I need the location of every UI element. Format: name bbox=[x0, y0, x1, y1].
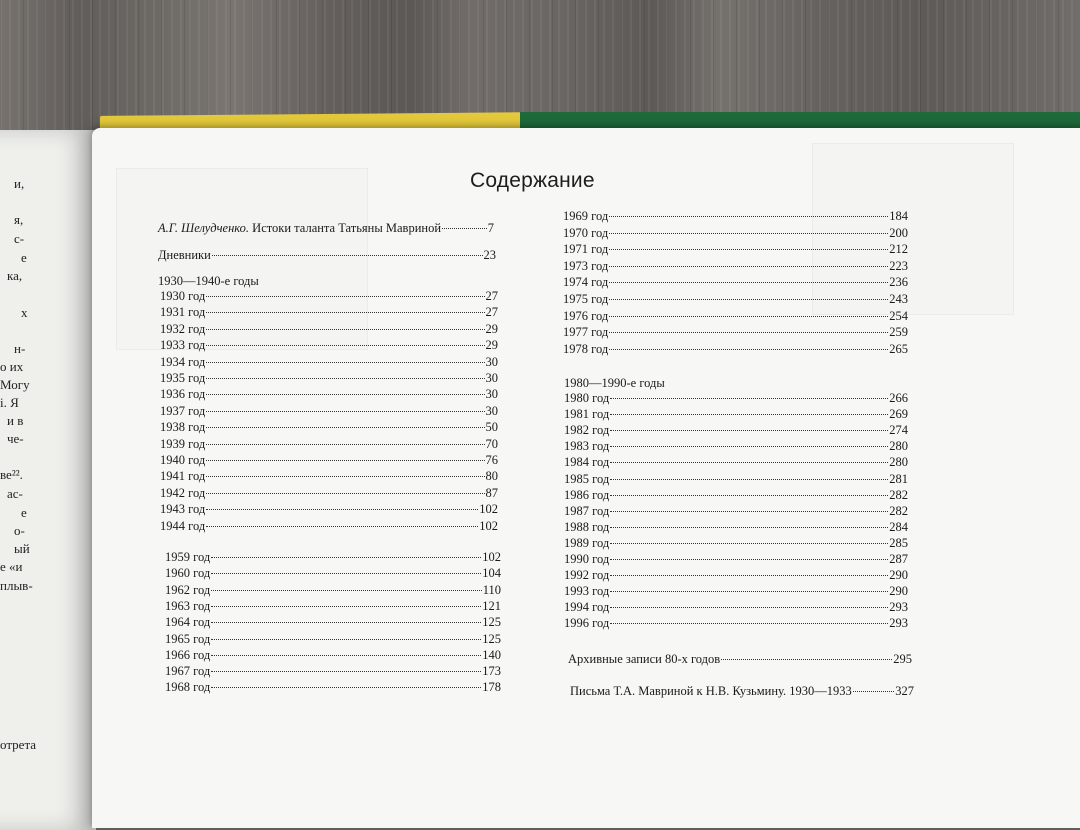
toc-entry-page-number: 282 bbox=[889, 487, 908, 502]
toc-entry-page-number: 102 bbox=[479, 518, 498, 533]
toc-entry-label: 1977 год bbox=[563, 325, 609, 340]
left-page-text-fragment: плыв- bbox=[0, 578, 33, 593]
left-page-text-fragment: ый bbox=[14, 541, 30, 556]
toc-entry-page-number: 236 bbox=[889, 275, 908, 290]
toc-entry-label: 1938 год bbox=[160, 420, 206, 435]
dot-leader bbox=[610, 414, 888, 415]
toc-entry-label: 1970 год bbox=[563, 225, 609, 240]
toc-entry-label: 1937 год bbox=[160, 403, 206, 418]
left-page-text-fragment: е bbox=[21, 250, 27, 265]
dot-leader bbox=[211, 671, 481, 672]
toc-entry bbox=[563, 309, 908, 324]
toc-entry-label: 1962 год bbox=[165, 582, 211, 597]
dot-leader bbox=[610, 543, 888, 544]
toc-entry-page-number: 254 bbox=[889, 308, 908, 323]
toc-entry-page-number: 284 bbox=[889, 519, 908, 534]
toc-entry bbox=[160, 322, 498, 337]
toc-entry-label: 1942 год bbox=[160, 485, 206, 500]
toc-entry bbox=[564, 488, 908, 503]
dot-leader bbox=[211, 655, 481, 656]
toc-entry bbox=[564, 472, 908, 487]
toc-entry-label: 1943 год bbox=[160, 502, 206, 517]
toc-entry-label: 1990 год bbox=[564, 552, 610, 566]
toc-entry-label: 1993 год bbox=[564, 584, 610, 599]
left-page-text-fragment: с- bbox=[14, 231, 25, 246]
dot-leader bbox=[610, 591, 888, 592]
toc-entry bbox=[165, 615, 501, 630]
dot-leader bbox=[211, 622, 481, 623]
toc-entry-label: Архивные записи 80-х годов bbox=[568, 652, 721, 666]
toc-entry-label: 1986 год bbox=[564, 487, 610, 502]
dot-leader bbox=[610, 479, 888, 480]
toc-entry bbox=[165, 664, 501, 679]
dot-leader bbox=[211, 573, 481, 574]
left-page-text-fragment: че- bbox=[7, 431, 24, 446]
toc-entry-page-number: 87 bbox=[485, 485, 498, 500]
toc-entry bbox=[158, 221, 494, 236]
dot-leader bbox=[206, 394, 484, 395]
dot-leader bbox=[609, 233, 888, 234]
toc-entry-page-number: 80 bbox=[485, 469, 498, 484]
dot-leader bbox=[206, 329, 484, 330]
toc-entry-label: 1960 год bbox=[165, 566, 211, 581]
toc-entry-label: 1976 год bbox=[563, 308, 609, 323]
toc-entry bbox=[570, 684, 914, 699]
dot-leader bbox=[609, 282, 888, 283]
toc-entry bbox=[564, 616, 908, 631]
dot-leader bbox=[442, 228, 487, 229]
toc-entry-label: 1994 год bbox=[564, 600, 610, 615]
toc-entry bbox=[563, 242, 908, 257]
toc-entry bbox=[160, 486, 498, 501]
toc-entry-page-number: 102 bbox=[482, 550, 501, 564]
page-title: Содержание bbox=[470, 169, 595, 192]
toc-entry-page-number: 266 bbox=[889, 391, 908, 405]
toc-entry-page-number: 121 bbox=[482, 598, 501, 613]
left-page-text-fragment: Могу bbox=[0, 377, 30, 392]
toc-entry bbox=[160, 437, 498, 452]
toc-entry-page-number: 50 bbox=[485, 420, 498, 435]
toc-entry-author: А.Г. Шелудченко. bbox=[158, 221, 250, 235]
dot-leader bbox=[609, 249, 888, 250]
dot-leader bbox=[206, 476, 484, 477]
toc-entry bbox=[165, 583, 501, 598]
left-page-text-fragment: я, bbox=[14, 212, 24, 227]
dot-leader bbox=[206, 493, 484, 494]
dot-leader bbox=[610, 462, 888, 463]
toc-entry-page-number: 30 bbox=[485, 371, 498, 385]
toc-entry bbox=[160, 387, 498, 402]
toc-entry bbox=[563, 275, 908, 290]
toc-entry-label: Дневники bbox=[158, 248, 211, 262]
toc-entry-label: 1963 год bbox=[165, 598, 211, 613]
toc-entry-page-number: 243 bbox=[889, 292, 908, 306]
dot-leader bbox=[206, 312, 484, 313]
toc-entry-page-number: 223 bbox=[889, 258, 908, 273]
toc-entry bbox=[160, 404, 498, 419]
left-page-text-fragment: х bbox=[21, 305, 28, 320]
toc-entry-page-number: 287 bbox=[889, 552, 908, 566]
toc-entry-label: 1935 год bbox=[160, 371, 206, 385]
toc-entry bbox=[564, 536, 908, 551]
dot-leader bbox=[211, 687, 481, 688]
section-heading: 1930—1940-е годы bbox=[158, 274, 259, 288]
toc-entry-label: 1959 год bbox=[165, 550, 211, 564]
dot-leader bbox=[610, 527, 888, 528]
toc-entry-label: 1932 год bbox=[160, 321, 206, 336]
dot-leader bbox=[853, 691, 894, 692]
toc-entry-page-number: 295 bbox=[893, 652, 912, 666]
toc-entry-page-number: 293 bbox=[889, 616, 908, 631]
toc-entry-label: 1933 год bbox=[160, 338, 206, 353]
toc-entry bbox=[165, 550, 501, 565]
toc-entry-page-number: 27 bbox=[485, 289, 498, 303]
toc-entry bbox=[160, 355, 498, 370]
toc-entry-label: 1931 год bbox=[160, 305, 206, 320]
left-page-text-fragment: е «и bbox=[0, 559, 23, 574]
dot-leader bbox=[211, 606, 481, 607]
toc-entry-label: 1978 год bbox=[563, 341, 609, 356]
toc-entry-page-number: 104 bbox=[482, 566, 501, 581]
toc-entry-label: 1982 год bbox=[564, 423, 610, 438]
toc-entry bbox=[160, 453, 498, 468]
dot-leader bbox=[206, 296, 484, 297]
toc-entry-label: 1985 год bbox=[564, 471, 610, 486]
dot-leader bbox=[609, 332, 888, 333]
toc-entry-page-number: 173 bbox=[482, 664, 501, 679]
dot-leader bbox=[721, 659, 892, 660]
toc-entry-label: 1941 год bbox=[160, 469, 206, 484]
toc-entry-page-number: 327 bbox=[895, 684, 914, 698]
toc-entry bbox=[165, 648, 501, 663]
toc-entry-label: 1989 год bbox=[564, 535, 610, 550]
left-page-text-fragment: и в bbox=[7, 413, 24, 428]
toc-entry-page-number: 269 bbox=[889, 407, 908, 422]
toc-entry bbox=[160, 289, 498, 304]
toc-entry-label: 1930 год bbox=[160, 289, 206, 303]
toc-entry-page-number: 29 bbox=[485, 338, 498, 353]
toc-entry-page-number: 125 bbox=[482, 615, 501, 630]
dot-leader bbox=[206, 444, 484, 445]
toc-entry-page-number: 265 bbox=[889, 341, 908, 356]
toc-entry-page-number: 110 bbox=[482, 582, 501, 597]
dot-leader bbox=[211, 590, 482, 591]
toc-entry-page-number: 140 bbox=[482, 647, 501, 662]
toc-entry-page-number: 27 bbox=[485, 305, 498, 320]
dot-leader bbox=[206, 362, 484, 363]
toc-entry bbox=[564, 423, 908, 438]
dot-leader bbox=[609, 216, 888, 217]
toc-entry-label: 1966 год bbox=[165, 647, 211, 662]
dot-leader bbox=[610, 430, 888, 431]
toc-entry-title: Истоки таланта Татьяны Мавриной bbox=[249, 221, 442, 235]
toc-entry-page-number: 30 bbox=[485, 354, 498, 369]
toc-entry-label: 1988 год bbox=[564, 519, 610, 534]
toc-entry-page-number: 76 bbox=[485, 453, 498, 467]
toc-entry bbox=[158, 248, 496, 263]
dot-leader bbox=[610, 607, 888, 608]
toc-entry-page-number: 212 bbox=[889, 242, 908, 257]
toc-entry bbox=[160, 420, 498, 435]
dot-leader bbox=[610, 495, 888, 496]
toc-entry-label: 1971 год bbox=[563, 242, 609, 257]
toc-entry bbox=[160, 305, 498, 320]
toc-entry-page-number: 282 bbox=[889, 503, 908, 518]
toc-entry-page-number: 290 bbox=[889, 584, 908, 599]
toc-entry bbox=[563, 325, 908, 340]
left-page-text-fragment: е bbox=[21, 505, 27, 520]
dot-leader bbox=[610, 623, 888, 624]
toc-entry-page-number: 178 bbox=[482, 680, 501, 695]
toc-entry-page-number: 293 bbox=[889, 600, 908, 615]
left-page-text-fragment: о- bbox=[14, 523, 25, 538]
toc-entry-page-number: 200 bbox=[889, 225, 908, 240]
toc-entry bbox=[563, 342, 908, 357]
dot-leader bbox=[609, 316, 888, 317]
toc-entry bbox=[563, 226, 908, 241]
left-page-text-fragment: і. Я bbox=[0, 395, 19, 410]
toc-entry bbox=[564, 455, 908, 470]
toc-entry-label: 1934 год bbox=[160, 354, 206, 369]
toc-entry-label: 1987 год bbox=[564, 503, 610, 518]
toc-entry-page-number: 23 bbox=[483, 248, 496, 262]
toc-entry-label: 1992 год bbox=[564, 568, 610, 583]
toc-entry-page-number: 30 bbox=[485, 403, 498, 418]
toc-entry-label: 1974 год bbox=[563, 275, 609, 290]
left-page-text-fragment: н- bbox=[14, 341, 26, 356]
dot-leader bbox=[206, 427, 484, 428]
toc-entry-page-number: 290 bbox=[889, 568, 908, 583]
toc-entry-label: 1965 год bbox=[165, 631, 211, 646]
toc-entry bbox=[563, 259, 908, 274]
toc-entry-page-number: 29 bbox=[485, 321, 498, 336]
toc-entry-label: 1939 год bbox=[160, 436, 206, 451]
toc-entry bbox=[564, 504, 908, 519]
toc-entry-label: 1964 год bbox=[165, 615, 211, 630]
toc-entry-label bbox=[158, 221, 441, 236]
toc-entry bbox=[564, 520, 908, 535]
toc-entry-page-number: 285 bbox=[889, 535, 908, 550]
toc-entry bbox=[564, 568, 908, 583]
toc-entry bbox=[160, 338, 498, 353]
left-page-text-fragment: отрета bbox=[0, 737, 37, 752]
toc-entry bbox=[160, 371, 498, 386]
toc-entry-page-number: 30 bbox=[485, 387, 498, 402]
dot-leader bbox=[206, 460, 484, 461]
left-page-text-fragment: ка, bbox=[7, 268, 23, 283]
dot-leader bbox=[610, 559, 888, 560]
toc-entry-label: 1975 год bbox=[563, 292, 609, 306]
toc-entry bbox=[564, 439, 908, 454]
toc-entry bbox=[568, 652, 912, 667]
toc-entry-label: 1967 год bbox=[165, 664, 211, 679]
toc-entry bbox=[564, 552, 908, 567]
left-page-text-fragment: и, bbox=[14, 176, 25, 191]
dot-leader bbox=[206, 378, 484, 379]
left-page-text-fragment: о их bbox=[0, 359, 24, 374]
dot-leader bbox=[610, 511, 888, 512]
toc-entry-page-number: 102 bbox=[479, 502, 498, 517]
toc-entry bbox=[160, 469, 498, 484]
toc-entry-page-number: 70 bbox=[485, 436, 498, 451]
toc-entry-page-number: 259 bbox=[889, 325, 908, 340]
dot-leader bbox=[206, 411, 484, 412]
toc-entry-label: 1969 год bbox=[563, 209, 609, 223]
toc-entry bbox=[165, 632, 501, 647]
toc-entry-label: Письма Т.А. Мавриной к Н.В. Кузьмину. 1930—1933 bbox=[570, 684, 852, 698]
toc-entry bbox=[564, 584, 908, 599]
toc-entry bbox=[563, 209, 908, 224]
toc-entry bbox=[165, 599, 501, 614]
toc-entry-page-number: 280 bbox=[889, 439, 908, 454]
toc-entry-label: 1980 год bbox=[564, 391, 610, 405]
dot-leader bbox=[206, 509, 478, 510]
toc-entry bbox=[165, 566, 501, 581]
dot-leader bbox=[610, 446, 888, 447]
section-heading: 1980—1990-е годы bbox=[564, 376, 665, 390]
dot-leader bbox=[609, 266, 888, 267]
toc-entry bbox=[160, 502, 498, 517]
toc-entry-page-number: 184 bbox=[889, 209, 908, 223]
toc-entry-label: 1984 год bbox=[564, 455, 610, 470]
dot-leader bbox=[609, 349, 888, 350]
dot-leader bbox=[211, 639, 481, 640]
dot-leader bbox=[610, 398, 888, 399]
left-page-text-fragment: ас- bbox=[7, 486, 23, 501]
toc-entry-label: 1983 год bbox=[564, 439, 610, 454]
toc-entry-page-number: 125 bbox=[482, 631, 501, 646]
toc-entry-page-number: 7 bbox=[487, 221, 494, 235]
dot-leader bbox=[610, 575, 888, 576]
toc-entry-label: 1973 год bbox=[563, 258, 609, 273]
toc-entry-page-number: 281 bbox=[889, 471, 908, 486]
toc-entry bbox=[564, 600, 908, 615]
left-page-text-fragment: ве²². bbox=[0, 467, 23, 482]
toc-entry-label: 1944 год bbox=[160, 518, 206, 533]
dot-leader bbox=[609, 299, 888, 300]
toc-entry bbox=[165, 680, 501, 695]
dot-leader bbox=[211, 557, 481, 558]
toc-entry-page-number: 274 bbox=[889, 423, 908, 438]
toc-entry-label: 1968 год bbox=[165, 680, 211, 695]
dot-leader bbox=[206, 345, 484, 346]
toc-entry-label: 1981 год bbox=[564, 407, 610, 422]
toc-entry bbox=[160, 519, 498, 534]
toc-entry-page-number: 280 bbox=[889, 455, 908, 470]
toc-entry-label: 1936 год bbox=[160, 387, 206, 402]
dot-leader bbox=[206, 526, 478, 527]
toc-entry-label: 1996 год bbox=[564, 616, 610, 631]
dot-leader bbox=[212, 255, 483, 256]
toc-entry bbox=[564, 407, 908, 422]
toc-entry bbox=[564, 391, 908, 406]
toc-entry-label: 1940 год bbox=[160, 453, 206, 467]
toc-entry bbox=[563, 292, 908, 307]
